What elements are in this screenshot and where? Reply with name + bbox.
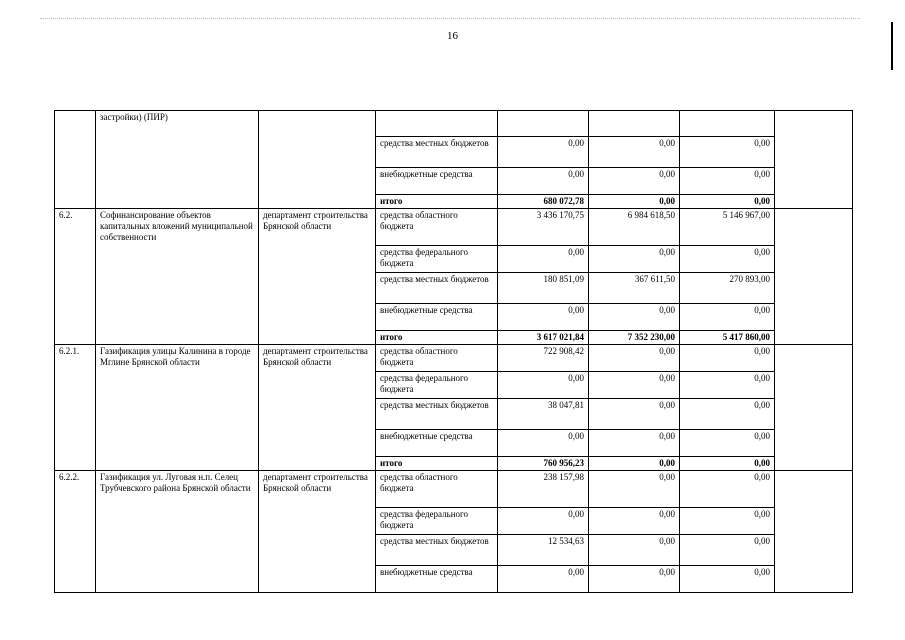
row-number-cell: 6.2.2. [55,471,96,593]
amount-year3-cell: 0,00 [680,457,775,471]
amount-year1-cell: 3 617 021,84 [498,331,589,345]
amount-year2-cell: 0,00 [589,471,680,508]
amount-year1-cell: 760 956,23 [498,457,589,471]
amount-year3-cell: 0,00 [680,168,775,195]
amount-year2-cell: 0,00 [589,246,680,273]
funding-source-cell: итого [376,331,498,345]
funding-source-cell: средства местных бюджетов [376,399,498,430]
amount-year1-cell: 680 072,78 [498,195,589,209]
amount-year2-cell [589,111,680,137]
funding-source-cell: средства федерального бюджета [376,508,498,535]
amount-year1-cell: 0,00 [498,566,589,593]
funding-source-cell: средства областного бюджета [376,471,498,508]
amount-year3-cell: 0,00 [680,535,775,566]
amount-year3-cell: 0,00 [680,137,775,168]
amount-year2-cell: 0,00 [589,372,680,399]
amount-year3-cell: 0,00 [680,195,775,209]
amount-year1-cell: 722 908,42 [498,345,589,372]
empty-cell [775,111,853,209]
amount-year2-cell: 0,00 [589,457,680,471]
amount-year1-cell: 0,00 [498,304,589,331]
funding-source-cell: средства федерального бюджета [376,372,498,399]
amount-year3-cell: 0,00 [680,566,775,593]
amount-year2-cell: 367 611,50 [589,273,680,304]
table-row [55,345,853,372]
amount-year3-cell: 5 146 967,00 [680,209,775,246]
funding-source-cell: внебюджетные средства [376,566,498,593]
activity-name-cell: Газификация улицы Калинина в городе Мглине Брянской области [96,345,259,471]
amount-year3-cell: 270 893,00 [680,273,775,304]
amount-year1-cell: 0,00 [498,508,589,535]
amount-year1-cell: 180 851,09 [498,273,589,304]
amount-year3-cell: 0,00 [680,345,775,372]
activity-name-cell: застройки) (ПИР) [96,111,259,209]
scan-artifact-line [40,18,860,20]
funding-source-cell: внебюджетные средства [376,304,498,331]
department-cell: департамент строительства Брянской области [259,345,376,471]
budget-table [54,110,853,593]
amount-year2-cell: 0,00 [589,345,680,372]
amount-year2-cell: 6 984 618,50 [589,209,680,246]
empty-cell [775,471,853,593]
amount-year1-cell [498,111,589,137]
amount-year2-cell: 0,00 [589,508,680,535]
amount-year1-cell: 3 436 170,75 [498,209,589,246]
row-number-cell: 6.2. [55,209,96,345]
funding-source-cell: средства областного бюджета [376,209,498,246]
amount-year3-cell: 0,00 [680,508,775,535]
amount-year1-cell: 38 047,81 [498,399,589,430]
amount-year2-cell: 0,00 [589,195,680,209]
page-number: 16 [447,30,458,42]
amount-year1-cell: 0,00 [498,168,589,195]
row-number-cell [55,111,96,209]
empty-cell [775,345,853,471]
amount-year2-cell: 0,00 [589,535,680,566]
table-row [55,111,853,137]
funding-source-cell: средства местных бюджетов [376,137,498,168]
amount-year2-cell: 7 352 230,00 [589,331,680,345]
funding-source-cell: средства областного бюджета [376,345,498,372]
funding-source-cell: итого [376,195,498,209]
funding-source-cell [376,111,498,137]
row-number-cell: 6.2.1. [55,345,96,471]
activity-name-cell: Софинансирование объектов капитальных вложений муниципальной собственности [96,209,259,345]
funding-source-cell: итого [376,457,498,471]
amount-year2-cell: 0,00 [589,137,680,168]
activity-name-cell: Газификация ул. Луговая н.п. Селец Трубчевского района Брянской области [96,471,259,593]
amount-year3-cell [680,111,775,137]
amount-year3-cell: 0,00 [680,430,775,457]
amount-year1-cell: 0,00 [498,246,589,273]
funding-source-cell: внебюджетные средства [376,168,498,195]
amount-year2-cell: 0,00 [589,430,680,457]
amount-year2-cell: 0,00 [589,399,680,430]
table-row [55,209,853,246]
funding-source-cell: средства местных бюджетов [376,273,498,304]
amount-year1-cell: 0,00 [498,430,589,457]
amount-year3-cell: 0,00 [680,399,775,430]
amount-year2-cell: 0,00 [589,304,680,331]
funding-source-cell: средства федерального бюджета [376,246,498,273]
empty-cell [775,209,853,345]
department-cell: департамент строительства Брянской области [259,471,376,593]
scan-edge-mark [891,22,893,70]
amount-year1-cell: 0,00 [498,372,589,399]
amount-year2-cell: 0,00 [589,168,680,195]
amount-year2-cell: 0,00 [589,566,680,593]
amount-year1-cell: 0,00 [498,137,589,168]
amount-year3-cell: 0,00 [680,372,775,399]
amount-year3-cell: 0,00 [680,246,775,273]
amount-year1-cell: 238 157,98 [498,471,589,508]
funding-source-cell: средства местных бюджетов [376,535,498,566]
funding-source-cell: внебюджетные средства [376,430,498,457]
amount-year3-cell: 0,00 [680,471,775,508]
amount-year3-cell: 0,00 [680,304,775,331]
amount-year3-cell: 5 417 860,00 [680,331,775,345]
department-cell [259,111,376,209]
table-row [55,471,853,508]
table-body [55,111,853,593]
department-cell: департамент строительства Брянской области [259,209,376,345]
amount-year1-cell: 12 534,63 [498,535,589,566]
